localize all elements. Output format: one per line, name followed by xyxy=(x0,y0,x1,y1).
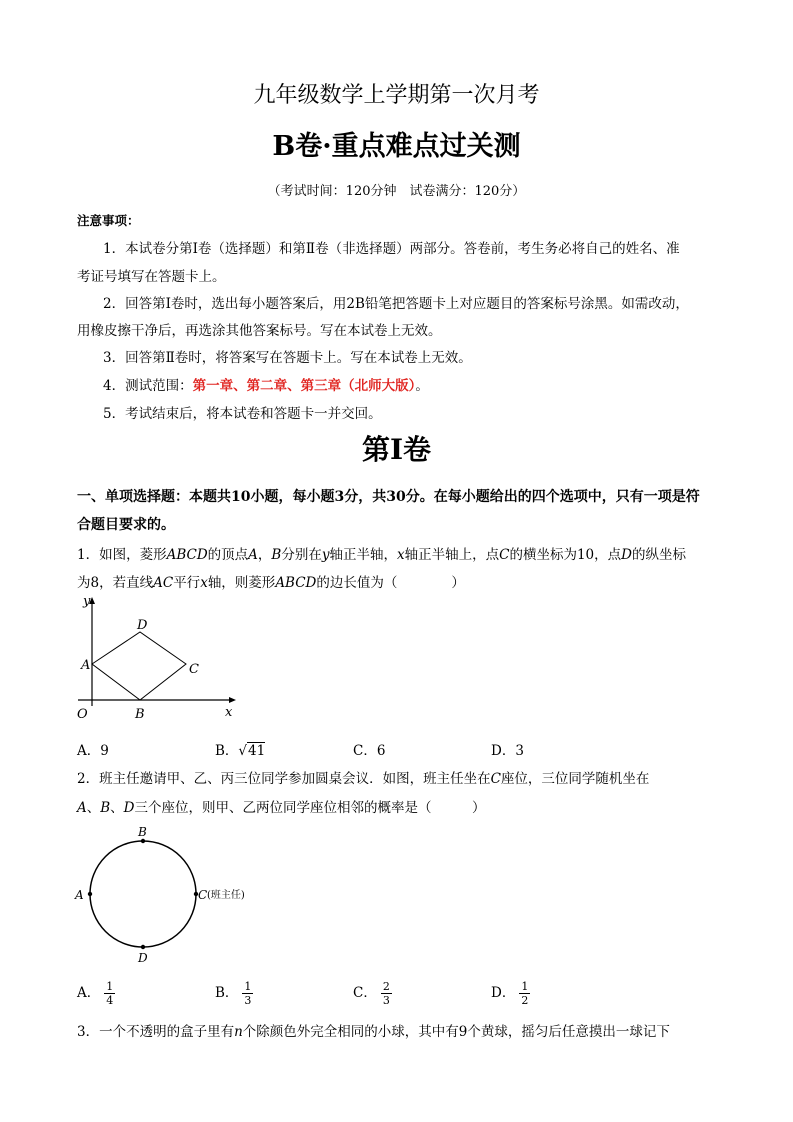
q2-var-a: A xyxy=(77,800,87,816)
q1-var-a: A xyxy=(248,547,258,563)
denominator: 2 xyxy=(521,994,529,1007)
q2-option-a[interactable] xyxy=(77,980,115,1007)
note-item-5: 5．考试结束后，将本试卷和答题卡一并交回。 xyxy=(103,406,382,422)
note-item-1-line-1: 1．本试卷分第Ⅰ卷（选择题）和第Ⅱ卷（非选择题）两部分。答卷前，考生务必将自己的姓名、准 xyxy=(103,241,680,257)
exam-info: （考试时间：120分钟 试卷满分：120分） xyxy=(267,184,526,199)
note-item-2-line-1: 2．回答第Ⅰ卷时，选出每小题答案后，用2B铅笔把答题卡上对应题目的答案标号涂黑。如需改动， xyxy=(103,296,689,312)
numerator: 1 xyxy=(106,980,114,993)
section-heading-line-1: 一、单项选择题：本题共10小题，每小题3分，共30分。在每小题给出的四个选项中，只有一项是符 xyxy=(77,489,700,505)
fraction xyxy=(104,980,115,1007)
option-label: A． xyxy=(77,985,101,1001)
note-item-1-line-2: 考证号填写在答题卡上。 xyxy=(77,269,226,285)
numerator: 2 xyxy=(382,980,390,993)
q1-text: 平行 xyxy=(173,575,201,591)
seat-a-dot xyxy=(88,892,92,896)
label-o: O xyxy=(77,707,88,722)
round-table xyxy=(90,841,196,947)
note-item-4-prefix: 4．测试范围： xyxy=(103,378,193,394)
q1-option-a[interactable]: A．9 xyxy=(77,743,109,759)
label-b: B xyxy=(135,707,145,722)
denominator: 3 xyxy=(244,994,252,1007)
option-label: B． xyxy=(215,985,239,1001)
section-heading-line-2: 合题目要求的。 xyxy=(77,517,175,533)
label-c: C xyxy=(189,662,199,677)
q2-line-2 xyxy=(77,796,486,816)
x-axis-arrow-icon xyxy=(229,697,236,703)
q1-option-b[interactable] xyxy=(215,739,265,759)
denominator: 4 xyxy=(106,994,114,1007)
q1-var-x: x xyxy=(200,575,208,591)
numerator: 1 xyxy=(244,980,252,993)
q1-line-2 xyxy=(77,571,465,591)
note-item-4 xyxy=(103,374,429,394)
test-range: 第一章、第二章、第三章（北师大版） xyxy=(192,378,416,394)
q1-var-y: y xyxy=(321,547,330,563)
notes-heading: 注意事项： xyxy=(77,213,140,228)
q2-option-c[interactable] xyxy=(353,980,392,1007)
q1-text: 轴正半轴上，点 xyxy=(404,547,500,563)
q2-var-c: C xyxy=(490,771,501,787)
radicand: 41 xyxy=(248,743,266,759)
q3-text: 个除颜色外完全相同的小球，其中有9个黄球，摇匀后任意摸出一球记下 xyxy=(242,1024,670,1040)
note-item-3: 3．回答第Ⅱ卷时，将答案写在答题卡上。写在本试卷上无效。 xyxy=(103,350,472,366)
label-y: y xyxy=(83,594,91,609)
q1-option-d[interactable]: D．3 xyxy=(491,743,524,759)
q1-text: 的顶点 xyxy=(207,547,249,563)
fraction xyxy=(519,980,530,1007)
q1-var-abcd: ABCD xyxy=(166,547,208,563)
q1-text: 轴正半轴， xyxy=(329,547,397,563)
q1-text: 的边长值为（ ） xyxy=(316,575,465,591)
q1-text: 轴，则菱形 xyxy=(207,575,276,591)
q1-text: 的横坐标为10，点 xyxy=(509,547,622,563)
seat-label-c: C xyxy=(198,888,208,902)
exam-title: 九年级数学上学期第一次月考 xyxy=(253,83,540,108)
option-label: D． xyxy=(491,985,516,1001)
seat-d-dot xyxy=(141,945,145,949)
q3-var-n: n xyxy=(234,1024,243,1040)
seat-label-c-note: (班主任) xyxy=(207,890,245,901)
note-item-2-line-2: 用橡皮擦干净后，再选涂其他答案标号。写在本试卷上无效。 xyxy=(77,323,442,339)
fraction xyxy=(381,980,392,1007)
q1-text: 分别在 xyxy=(281,547,322,563)
q2-text: 三个座位，则甲、乙两位同学座位相邻的概率是（ ） xyxy=(134,800,486,816)
q1-text: ， xyxy=(257,547,272,563)
q2-text: 、 xyxy=(110,800,124,816)
q3-text: 3．一个不透明的盒子里有 xyxy=(77,1024,235,1040)
q2-text: 2．班主任邀请甲、乙、丙三位同学参加圆桌会议．如图，班主任坐在 xyxy=(77,771,491,787)
option-label: C． xyxy=(353,985,377,1001)
q2-line-1 xyxy=(77,767,649,787)
q1-var-x: x xyxy=(396,547,405,563)
q2-var-b: B xyxy=(100,800,111,816)
q1-var-abcd: ABCD xyxy=(275,575,317,591)
section-title: 第Ⅰ卷 xyxy=(361,433,432,466)
q1-text: 为8，若直线 xyxy=(77,575,154,591)
q1-text: 1．如图，菱形 xyxy=(77,547,167,563)
q2-option-b[interactable] xyxy=(215,980,253,1007)
note-item-4-suffix: 。 xyxy=(415,378,429,394)
option-label: B． xyxy=(215,743,239,759)
q1-option-c[interactable]: C．6 xyxy=(353,743,386,759)
q2-var-d: D xyxy=(123,800,135,816)
q1-line-1 xyxy=(77,543,686,563)
q1-text: 的纵坐标 xyxy=(631,547,686,563)
numerator: 1 xyxy=(521,980,529,993)
q1-rhombus-figure xyxy=(72,592,242,722)
q2-text: 座位，三位同学随机坐在 xyxy=(500,771,650,787)
label-a: A xyxy=(81,658,91,673)
q2-round-table-figure xyxy=(72,822,272,972)
fraction xyxy=(242,980,253,1007)
q1-var-c: C xyxy=(499,547,510,563)
q2-text: 、 xyxy=(86,800,101,816)
q1-var-d: D xyxy=(621,547,632,563)
label-x: x xyxy=(225,705,233,720)
rhombus-shape xyxy=(92,632,186,700)
seat-b-dot xyxy=(141,839,145,843)
seat-label-d: D xyxy=(138,951,148,965)
q1-var-b: B xyxy=(271,547,282,563)
seat-label-b: B xyxy=(138,825,147,839)
label-d: D xyxy=(137,618,148,633)
denominator: 3 xyxy=(382,994,390,1007)
q2-option-d[interactable] xyxy=(491,980,530,1007)
seat-label-a: A xyxy=(75,888,84,902)
exam-subtitle: B卷·重点难点过关测 xyxy=(272,131,521,162)
q1-var-ac: AC xyxy=(153,575,174,591)
q3-line-1 xyxy=(77,1020,670,1040)
sqrt-icon: √ xyxy=(238,743,248,759)
